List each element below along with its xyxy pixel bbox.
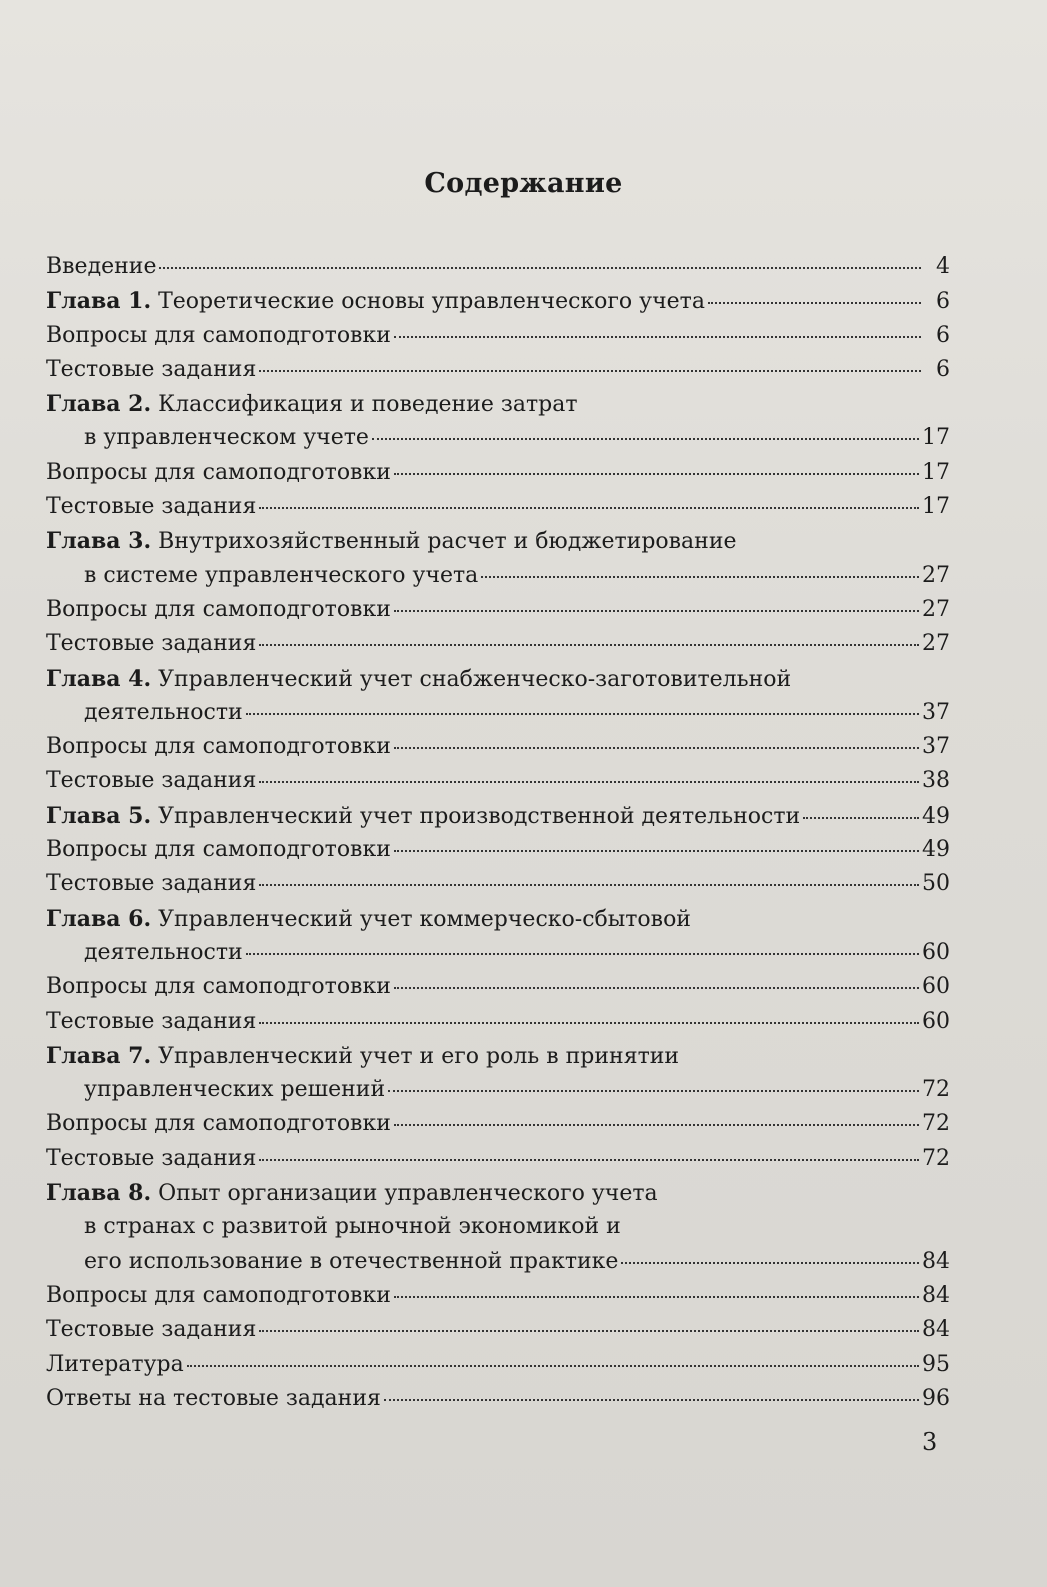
toc-entry-text	[46, 456, 391, 490]
toc-entry-text	[46, 1313, 256, 1347]
entry-title: Внутрихозяйственный расчет и бюджетирование	[151, 529, 737, 555]
entry-title: Опыт организации управленческого учета	[151, 1181, 658, 1207]
toc-entry-text	[46, 970, 391, 1004]
toc-entry	[46, 1245, 950, 1279]
entry-title: Теоретические основы управленческого учета	[151, 289, 705, 315]
toc-entry	[46, 250, 950, 284]
toc-entry-text	[84, 559, 478, 593]
entry-page-number: 17	[922, 425, 950, 451]
entry-title: Вопросы для самоподготовки	[46, 1111, 391, 1137]
entry-title: Тестовые задания	[46, 871, 257, 897]
toc-entry	[46, 970, 950, 1004]
entry-page-number: 84	[922, 1282, 950, 1308]
chapter-label: Глава 8.	[46, 1180, 152, 1207]
entry-page-number: 27	[922, 631, 950, 657]
entry-title: Вопросы для самоподготовки	[46, 837, 391, 863]
entry-page-number: 38	[922, 768, 950, 794]
toc-entry	[46, 730, 950, 764]
toc-entry-text	[46, 1348, 184, 1382]
toc-entry-text	[46, 284, 705, 319]
chapter-label: Глава 2.	[46, 391, 152, 418]
dot-leader	[259, 1021, 919, 1024]
toc-entry	[46, 1039, 950, 1073]
toc-entry	[46, 1279, 950, 1313]
toc-entry	[46, 764, 950, 798]
dot-leader	[259, 1329, 919, 1332]
dot-leader	[159, 266, 921, 269]
entry-title: его использование в отечественной практике	[84, 1248, 619, 1274]
chapter-label: Глава 7.	[46, 1042, 152, 1069]
entry-title: Тестовые задания	[46, 631, 257, 657]
page-title: Содержание	[424, 168, 623, 199]
entry-title: деятельности	[84, 939, 243, 965]
entry-title: Тестовые задания	[46, 1008, 257, 1034]
toc-entry	[46, 319, 950, 353]
entry-title: управленческих решений	[84, 1077, 386, 1103]
entry-page-number: 6	[936, 356, 950, 382]
entry-page-number: 6	[936, 289, 950, 315]
toc-entry-text	[46, 730, 391, 764]
entry-page-number: 37	[922, 734, 950, 760]
entry-title: Вопросы для самоподготовки	[46, 596, 391, 622]
entry-title: Тестовые задания	[46, 1317, 257, 1343]
toc-entry	[46, 1176, 950, 1210]
dot-leader	[708, 301, 921, 304]
entry-page-number: 96	[922, 1385, 950, 1411]
dot-leader	[481, 575, 919, 578]
toc-entry	[46, 902, 950, 936]
entry-title: в управленческом учете	[84, 425, 369, 451]
chapter-label: Глава 3.	[46, 528, 152, 555]
entry-title: Вопросы для самоподготовки	[46, 322, 391, 348]
toc-entry-text	[46, 1039, 679, 1074]
toc-entry	[46, 1005, 950, 1039]
toc-entry	[46, 387, 950, 421]
toc-entry	[46, 799, 950, 833]
toc-entry	[46, 936, 950, 970]
entry-title: Вопросы для самоподготовки	[46, 459, 391, 485]
toc-entry	[46, 1073, 950, 1107]
dot-leader	[384, 1398, 919, 1401]
toc-entry-text	[46, 867, 256, 901]
toc-entry	[46, 833, 950, 867]
toc-entry	[46, 1107, 950, 1141]
entry-title: Управленческий учет коммерческо-сбытовой	[151, 906, 691, 932]
entry-title: Управленческий учет снабженческо-заготовительной	[151, 666, 792, 692]
toc-entry	[46, 353, 950, 387]
entry-title: Управленческий учет и его роль в принятии	[151, 1043, 680, 1069]
toc-entry	[46, 1382, 950, 1416]
dot-leader	[394, 472, 919, 475]
toc-entry	[46, 1210, 950, 1244]
chapter-label: Глава 5.	[46, 802, 152, 829]
entry-page-number: 72	[922, 1145, 950, 1171]
toc-entry-text	[84, 696, 243, 730]
entry-title: в странах с развитой рыночной экономикой и	[84, 1214, 621, 1240]
dot-leader	[259, 780, 919, 783]
entry-page-number: 37	[922, 699, 950, 725]
toc-entry-text	[46, 833, 391, 867]
toc-entry-text	[46, 250, 156, 284]
dot-leader	[394, 849, 919, 852]
entry-title: Введение	[46, 254, 157, 279]
toc-entry-text	[84, 1210, 621, 1244]
page-number: 3	[922, 1428, 938, 1456]
dot-leader	[246, 712, 919, 715]
toc-entry-text	[84, 1073, 385, 1107]
entry-page-number: 27	[922, 562, 950, 588]
entry-title: Тестовые задания	[46, 1145, 257, 1171]
entry-page-number: 60	[922, 1008, 950, 1034]
dot-leader	[372, 437, 919, 440]
dot-leader	[621, 1261, 919, 1264]
entry-page-number: 84	[922, 1248, 950, 1274]
entry-title: Литература	[46, 1351, 184, 1377]
toc-entry	[46, 524, 950, 558]
toc-entry	[46, 627, 950, 661]
dot-leader	[388, 1089, 919, 1092]
toc-entry	[46, 456, 950, 490]
toc-entry	[46, 1142, 950, 1176]
dot-leader	[259, 883, 919, 886]
dot-leader	[259, 643, 919, 646]
toc-entry-text	[46, 1107, 391, 1141]
dot-leader	[394, 986, 919, 989]
dot-leader	[187, 1364, 919, 1367]
toc-entry	[46, 1348, 950, 1382]
toc-entry	[46, 593, 950, 627]
toc-entry	[46, 490, 950, 524]
toc-entry-text	[46, 764, 256, 798]
entry-page-number: 60	[922, 939, 950, 965]
toc-entry-text	[46, 593, 391, 627]
entry-page-number: 72	[922, 1111, 950, 1137]
chapter-label: Глава 4.	[46, 665, 152, 692]
toc-entry	[46, 867, 950, 901]
dot-leader	[803, 816, 919, 819]
entry-page-number: 6	[936, 322, 950, 348]
toc-entry-text	[46, 1142, 256, 1176]
toc-entry	[46, 284, 950, 318]
toc-entry-text	[84, 1245, 618, 1279]
toc-entry-text	[46, 1382, 381, 1416]
dot-leader	[259, 1158, 919, 1161]
dot-leader	[394, 609, 919, 612]
toc-entry-text	[46, 1005, 256, 1039]
entry-title: деятельности	[84, 699, 243, 725]
toc-entry-text	[84, 421, 369, 455]
toc-entry	[46, 421, 950, 455]
entry-page-number: 60	[922, 974, 950, 1000]
entry-title: Классификация и поведение затрат	[151, 392, 578, 418]
entry-page-number: 72	[922, 1077, 950, 1103]
entry-page-number: 27	[922, 596, 950, 622]
chapter-label: Глава 6.	[46, 905, 152, 932]
toc-entry-text	[46, 1279, 391, 1313]
dot-leader	[259, 369, 921, 372]
entry-page-number: 50	[922, 871, 950, 897]
dot-leader	[394, 1295, 919, 1298]
toc-entry-text	[46, 319, 391, 353]
toc-entry-text	[46, 662, 791, 697]
toc-entry-text	[46, 627, 256, 661]
toc-entry-text	[46, 799, 800, 834]
entry-page-number: 49	[922, 803, 950, 829]
toc-entry	[46, 662, 950, 696]
toc-entry	[46, 1313, 950, 1347]
table-of-contents	[46, 250, 950, 1416]
toc-entry	[46, 696, 950, 730]
entry-title: Вопросы для самоподготовки	[46, 974, 391, 1000]
dot-leader	[394, 1123, 919, 1126]
entry-page-number: 49	[922, 837, 950, 863]
entry-page-number: 4	[936, 254, 950, 279]
toc-entry-text	[46, 524, 737, 559]
chapter-label: Глава 1.	[46, 288, 152, 315]
entry-page-number: 17	[922, 494, 950, 520]
toc-entry-text	[84, 936, 243, 970]
toc-entry-text	[46, 387, 578, 422]
entry-title: Тестовые задания	[46, 494, 257, 520]
toc-entry-text	[46, 902, 691, 937]
toc-entry-text	[46, 1176, 658, 1211]
dot-leader	[259, 506, 919, 509]
entry-page-number: 84	[922, 1317, 950, 1343]
dot-leader	[394, 335, 921, 338]
dot-leader	[394, 746, 919, 749]
entry-title: Тестовые задания	[46, 356, 257, 382]
toc-entry-text	[46, 490, 256, 524]
toc-entry	[46, 559, 950, 593]
entry-page-number: 95	[922, 1351, 950, 1377]
entry-title: Вопросы для самоподготовки	[46, 1282, 391, 1308]
toc-entry-text	[46, 353, 256, 387]
entry-page-number: 17	[922, 459, 950, 485]
entry-title: Управленческий учет производственной деятельности	[151, 803, 801, 829]
entry-title: Ответы на тестовые задания	[46, 1385, 381, 1411]
entry-title: Вопросы для самоподготовки	[46, 734, 391, 760]
entry-title: в системе управленческого учета	[84, 562, 479, 588]
dot-leader	[246, 952, 919, 955]
entry-title: Тестовые задания	[46, 768, 257, 794]
